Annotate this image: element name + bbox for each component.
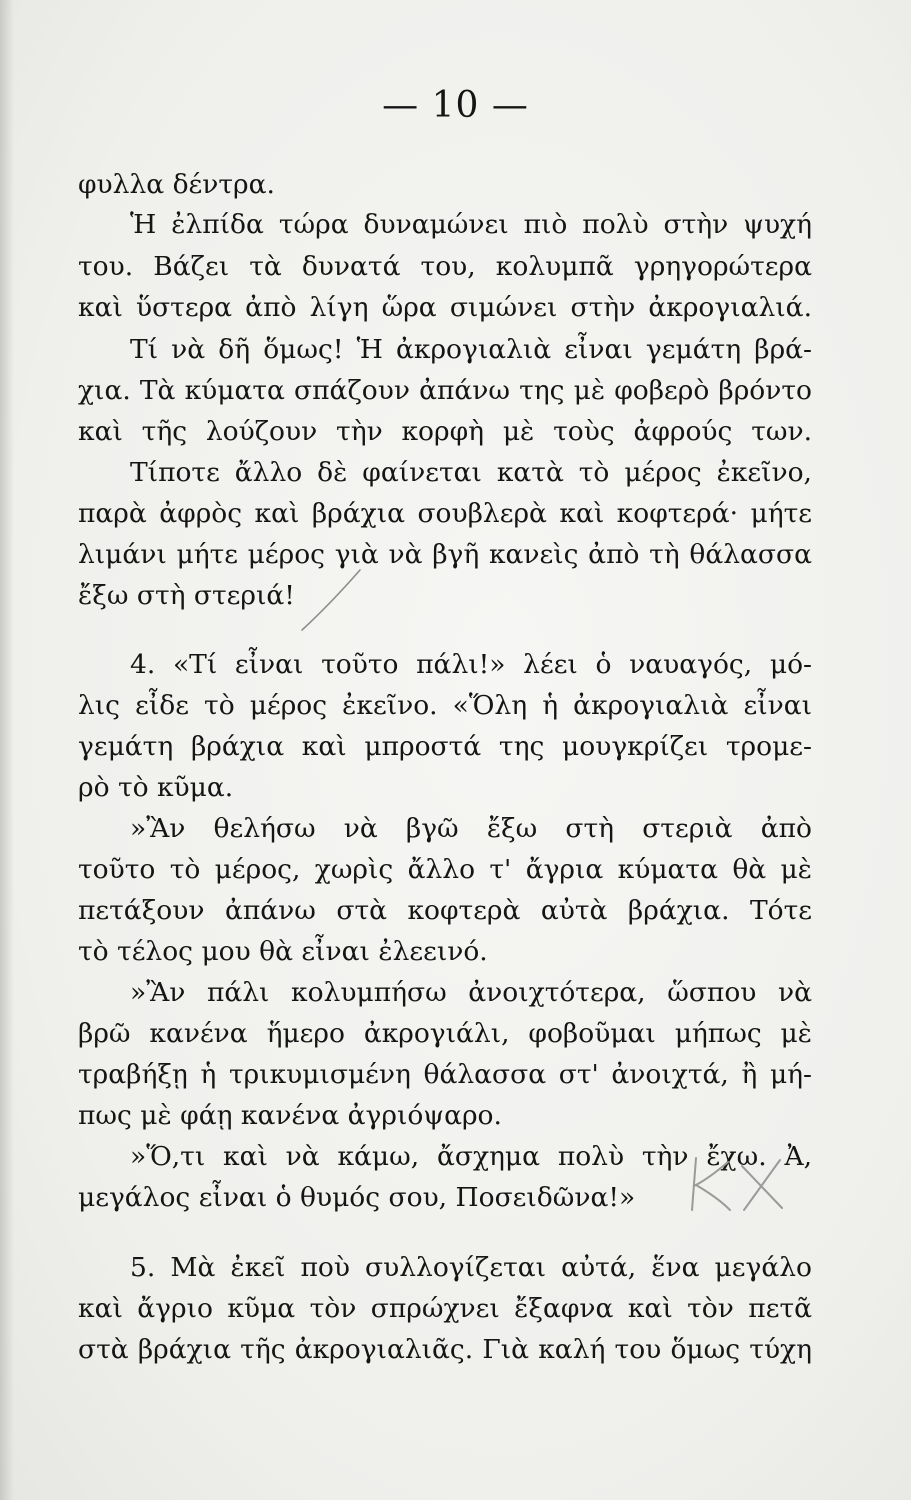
- text-line: παρὰ ἀφρὸς καὶ βράχια σουβλερὰ καὶ κοφτερά· μήτε: [78, 498, 812, 529]
- text-line: του. Βάζει τὰ δυνατά του, κολυμπᾶ γρηγορώτερα: [78, 251, 812, 282]
- text-line: ρὸ τὸ κῦμα.: [78, 772, 234, 803]
- text-line: λιμάνι μήτε μέρος γιὰ νὰ βγῆ κανεὶς ἀπὸ τὴ θάλασσα: [78, 539, 812, 570]
- text-line: Τί νὰ δῆ ὅμως! Ἡ ἀκρογιαλιὰ εἶναι γεμάτη βρά-: [130, 334, 812, 365]
- text-line: χια. Τὰ κύματα σπάζουν ἀπάνω της μὲ φοβερὸ βρόντο: [78, 375, 812, 406]
- text-line: »Ἂν πάλι κολυμπήσω ἀνοιχτότερα, ὥσπου νὰ: [130, 977, 812, 1008]
- text-line: τοῦτο τὸ μέρος, χωρὶς ἄλλο τ' ἄγρια κύματα θὰ μὲ: [78, 854, 812, 885]
- text-line: ἔξω στὴ στεριά!: [78, 580, 295, 611]
- text-line: πετάξουν ἀπάνω στὰ κοφτερὰ αὐτὰ βράχια. Τότε: [78, 895, 812, 926]
- page-shadow-edge: [0, 0, 14, 1500]
- text-line: βρῶ κανένα ἥμερο ἀκρογιάλι, φοβοῦμαι μήπως μὲ: [78, 1018, 812, 1049]
- text-line: Ἡ ἐλπίδα τώρα δυναμώνει πιὸ πολὺ στὴν ψυχή: [130, 209, 812, 240]
- text-line: »Ὅ,τι καὶ νὰ κάμω, ἄσχημα πολὺ τὴν ἔχω. Ἀ,: [130, 1141, 812, 1172]
- text-line: »Ἂν θελήσω νὰ βγῶ ἔξω στὴ στεριὰ ἀπὸ: [130, 813, 812, 844]
- text-line: γεμάτη βράχια καὶ μπροστά της μουγκρίζει τρομε-: [78, 731, 812, 762]
- text-line: μεγάλος εἶναι ὁ θυμός σου, Ποσειδῶνα!»: [78, 1182, 636, 1213]
- text-line: τὸ τέλος μου θὰ εἶναι ἐλεεινό.: [78, 936, 488, 967]
- text-line: καὶ ἄγριο κῦμα τὸν σπρώχνει ἔξαφνα καὶ τὸν πετᾶ: [78, 1293, 812, 1324]
- text-line: πως μὲ φάῃ κανένα ἀγριόψαρο.: [78, 1100, 502, 1131]
- text-line: 5. Μὰ ἐκεῖ ποὺ συλλογίζεται αὐτά, ἕνα μεγάλο: [130, 1252, 812, 1283]
- text-line: καὶ ὕστερα ἀπὸ λίγη ὥρα σιμώνει στὴν ἀκρογιαλιά.: [78, 292, 812, 323]
- page-number: — 10 —: [382, 85, 529, 126]
- text-line: 4. «Τί εἶναι τοῦτο πάλι!» λέει ὁ ναυαγός, μό-: [130, 649, 812, 680]
- text-line: φυλλα δέντρα.: [78, 169, 275, 200]
- text-line: καὶ τῆς λούζουν τὴν κορφὴ μὲ τοὺς ἀφρούς των.: [78, 416, 812, 447]
- text-line: Τίποτε ἄλλο δὲ φαίνεται κατὰ τὸ μέρος ἐκεῖνο,: [130, 457, 812, 488]
- text-line: στὰ βράχια τῆς ἀκρογιαλιᾶς. Γιὰ καλή του ὅμως τύχη: [78, 1334, 812, 1365]
- text-line: λις εἶδε τὸ μέρος ἐκεῖνο. «Ὅλη ἡ ἀκρογιαλιὰ εἶναι: [78, 690, 812, 721]
- text-line: τραβήξῃ ἡ τρικυμισμένη θάλασσα στ' ἀνοιχτά, ἢ μή-: [78, 1059, 812, 1090]
